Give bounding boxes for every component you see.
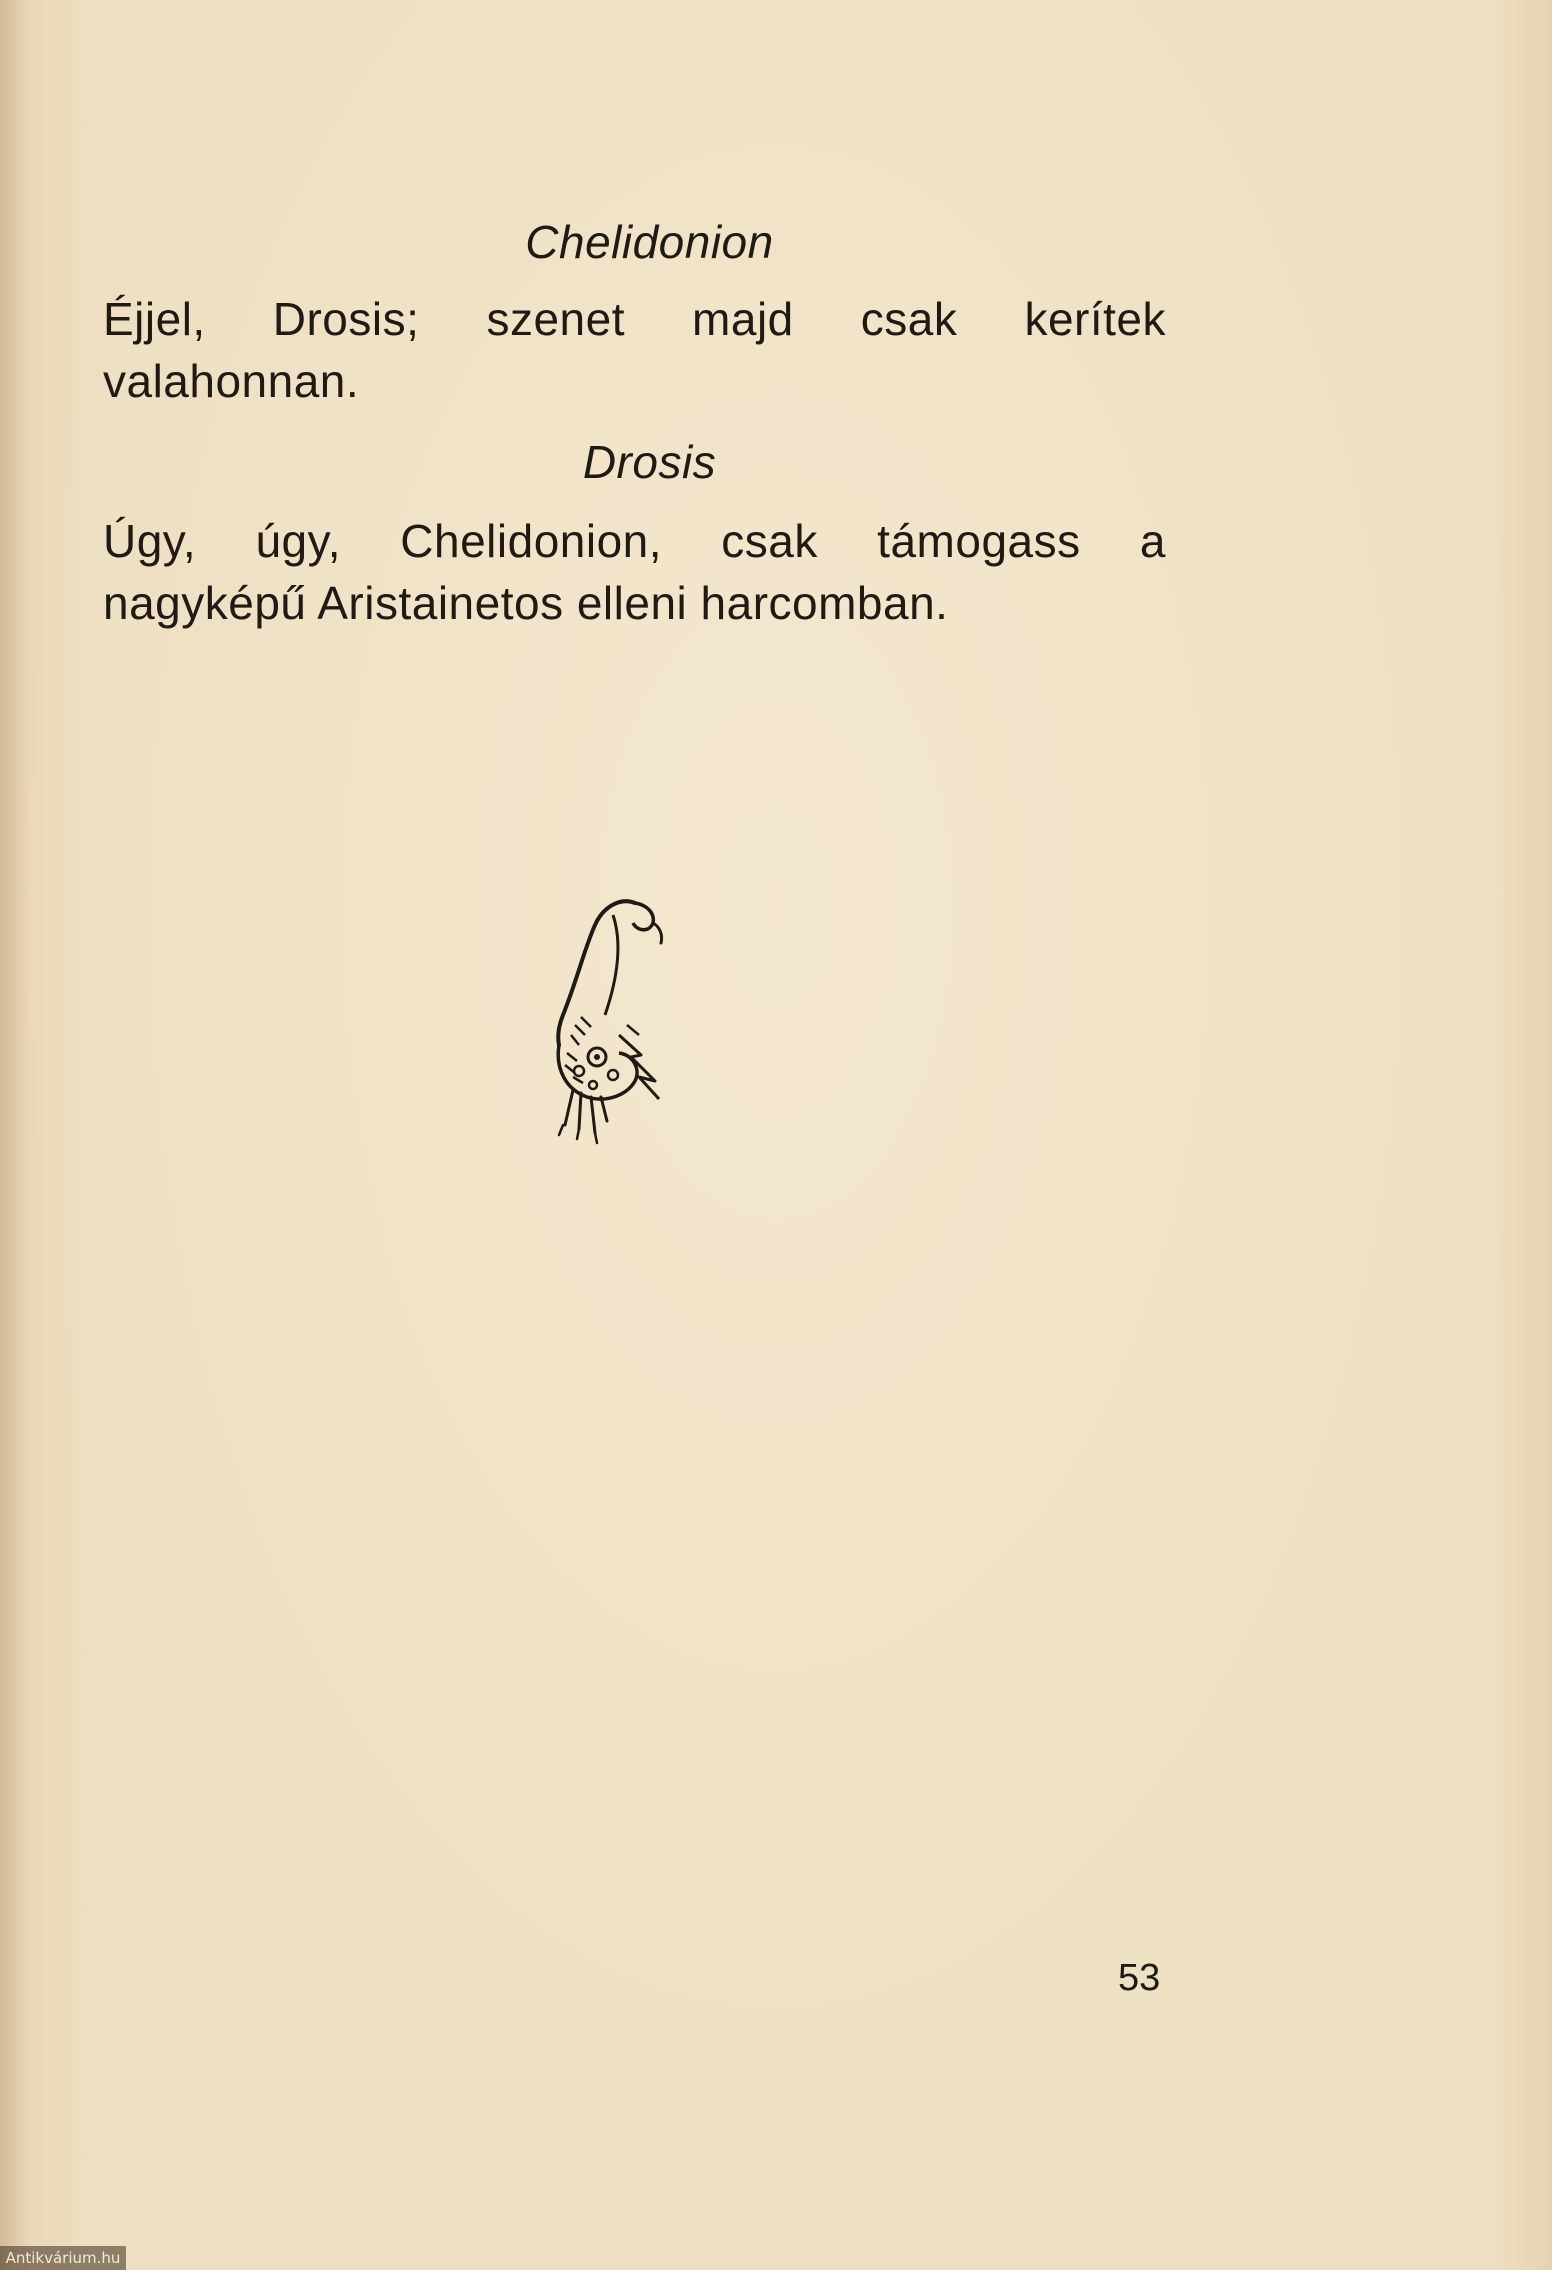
text-line: valahonnan. <box>103 355 360 407</box>
speaker-name: Drosis <box>582 436 717 488</box>
speech-paragraph <box>103 510 1166 634</box>
watermark: Antikvárium.hu <box>0 2246 126 2270</box>
speaker-name: Chelidonion <box>525 216 774 268</box>
text-line: Úgy, úgy, Chelidonion, csak támogass a <box>103 515 1166 567</box>
speech-paragraph <box>103 288 1166 412</box>
text-line: Éjjel, Drosis; szenet majd csak kerítek <box>103 293 1166 345</box>
page-number: 53 <box>1118 1957 1161 1999</box>
text-line: nagyképű Aristainetos elleni harcomban. <box>103 577 949 629</box>
bird-ornament-icon <box>515 885 675 1145</box>
dialogue-text <box>103 212 1166 634</box>
